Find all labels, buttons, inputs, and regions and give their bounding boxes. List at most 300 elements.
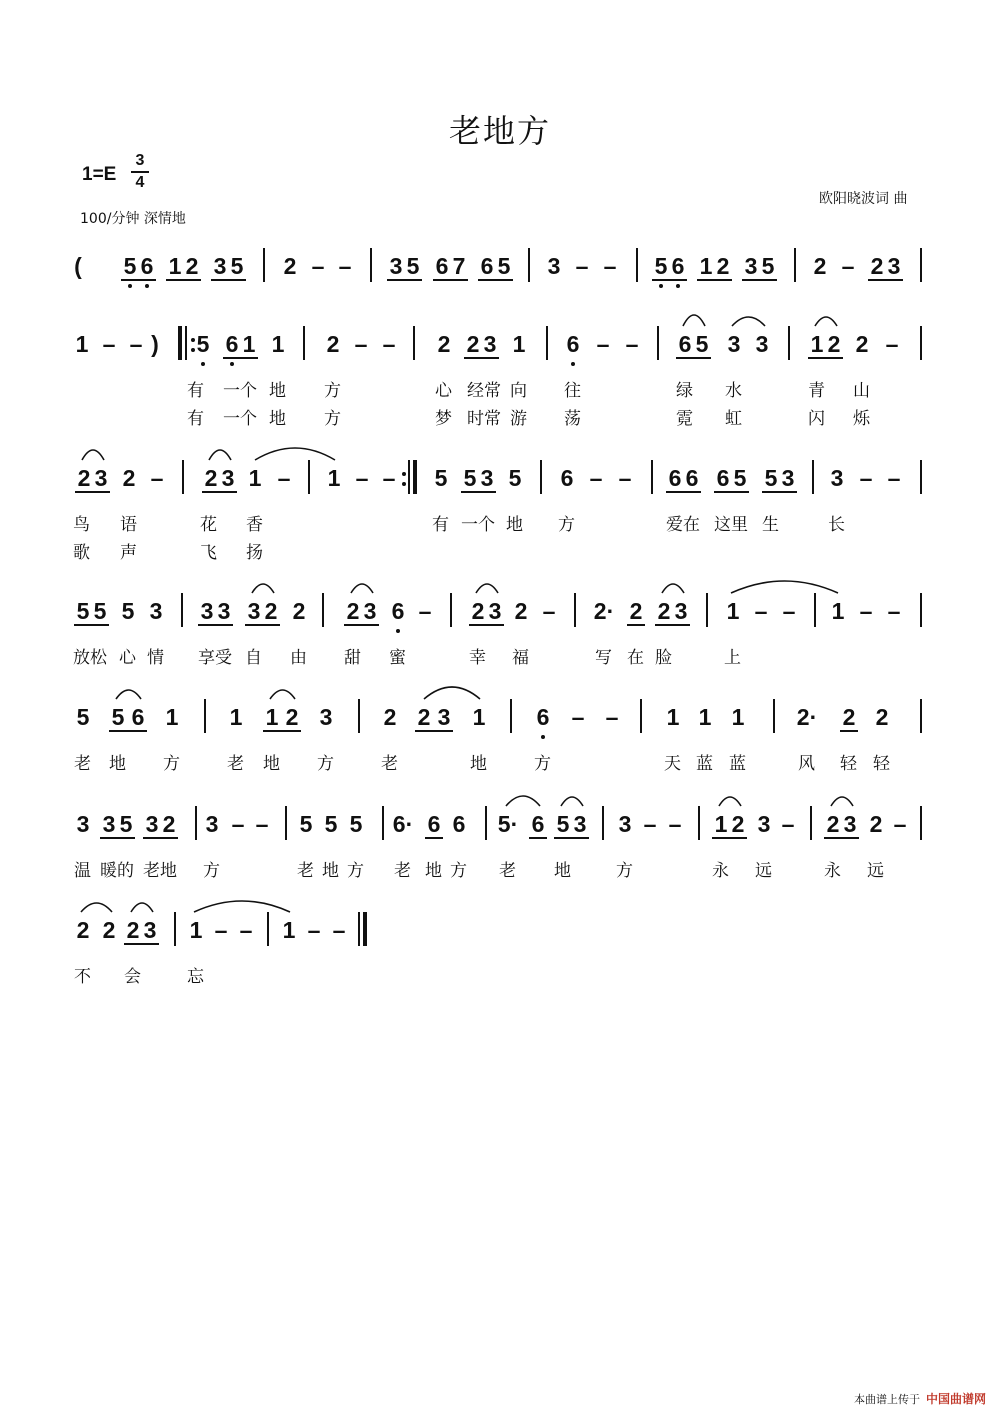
barline <box>706 593 708 627</box>
note: 3 <box>830 465 844 491</box>
slur <box>476 584 498 593</box>
lyric-syllable: 虹 <box>725 409 742 429</box>
note: 5 <box>121 598 135 624</box>
lyric-syllable: 方 <box>450 861 467 881</box>
slur <box>131 903 153 912</box>
underline-beat <box>211 279 246 281</box>
note: 6 <box>668 465 682 491</box>
note: 2 <box>437 331 451 357</box>
note: 5 <box>733 465 747 491</box>
dash-note: – <box>782 598 796 624</box>
dash-note: – <box>859 598 873 624</box>
note: 3 <box>483 331 497 357</box>
lyric-syllable: 长 <box>828 515 845 535</box>
lyric-syllable: 花 <box>200 515 217 535</box>
note: 3 <box>319 704 333 730</box>
slur <box>209 450 231 460</box>
lyric-syllable: 脸 <box>655 648 672 668</box>
note: 5 <box>654 253 668 279</box>
note: 6· <box>392 811 414 837</box>
barline <box>651 460 653 494</box>
lyric-syllable: 在 <box>627 648 644 668</box>
dash-note: – <box>571 704 585 730</box>
barline-thin <box>358 912 360 946</box>
lyric-syllable: 不 <box>74 967 91 987</box>
dash-note: – <box>354 331 368 357</box>
note: 6 <box>452 811 466 837</box>
note: 1 <box>242 331 256 357</box>
dash-note: – <box>332 917 346 943</box>
lyric-syllable: 老 <box>499 861 516 881</box>
barline <box>636 248 638 282</box>
note: 6 <box>391 598 405 624</box>
dash-note: – <box>596 331 610 357</box>
dash-note: – <box>885 331 899 357</box>
note: 3 <box>757 811 771 837</box>
underline-beat <box>344 624 379 626</box>
note: 3 <box>221 465 235 491</box>
underline-beat <box>697 279 732 281</box>
underline-beat <box>100 837 135 839</box>
underline-beat <box>714 491 749 493</box>
note: 2 <box>185 253 199 279</box>
repeat-barline <box>413 460 417 494</box>
note: 5 <box>196 331 210 357</box>
low-octave-dot <box>396 629 400 633</box>
dash-note: – <box>355 465 369 491</box>
note: 1 <box>512 331 526 357</box>
barline <box>698 806 700 840</box>
barline <box>920 460 922 494</box>
barline <box>303 326 305 360</box>
note: ) <box>151 331 159 357</box>
note: 3 <box>363 598 377 624</box>
lyric-syllable: 烁 <box>853 409 870 429</box>
lyric-syllable: 地 <box>554 861 571 881</box>
underline-beat <box>808 357 843 359</box>
note: 3 <box>205 811 219 837</box>
dash-note: – <box>781 811 795 837</box>
repeat-dot <box>402 482 406 486</box>
lyric-syllable: 向 <box>510 381 527 401</box>
lyric-syllable: 鸟 <box>73 515 90 535</box>
lyric-syllable: 远 <box>755 861 772 881</box>
lyric-syllable: 轻 <box>840 754 857 774</box>
note: 3 <box>94 465 108 491</box>
note: 5 <box>324 811 338 837</box>
slur <box>252 584 274 593</box>
lyric-syllable: 天 <box>664 754 681 774</box>
underline-beat <box>433 279 468 281</box>
note: 3 <box>437 704 451 730</box>
lyric-syllable: 心 <box>119 648 136 668</box>
slur <box>561 797 583 806</box>
note: 6 <box>480 253 494 279</box>
note: 2 <box>417 704 431 730</box>
dash-note: – <box>605 704 619 730</box>
note: 5 <box>761 253 775 279</box>
credit-line: 欧阳晓波词 曲 <box>819 191 908 207</box>
low-octave-dot <box>676 284 680 288</box>
note: 3 <box>217 598 231 624</box>
slur <box>116 690 141 699</box>
low-octave-dot <box>201 362 205 366</box>
note: 6 <box>531 811 545 837</box>
low-octave-dot <box>659 284 663 288</box>
lyric-syllable: 梦 <box>435 409 452 429</box>
song-title: 老地方 <box>448 112 551 150</box>
dash-note: – <box>841 253 855 279</box>
barline <box>920 326 922 360</box>
note: 3 <box>102 811 116 837</box>
lyric-syllable: 一个 <box>223 409 257 429</box>
barline <box>657 326 659 360</box>
slur <box>662 584 684 593</box>
underline-beat <box>666 491 701 493</box>
footer <box>854 1390 986 1407</box>
lyric-syllable: 老 <box>74 754 91 774</box>
slur <box>732 317 765 326</box>
note: 6 <box>536 704 550 730</box>
lyric-syllable: 方 <box>558 515 575 535</box>
note: 7 <box>452 253 466 279</box>
dash-note: – <box>129 331 143 357</box>
lyric-syllable: 游 <box>510 409 527 429</box>
note: 3 <box>727 331 741 357</box>
lyric-syllable: 爱在 <box>666 515 700 535</box>
note: 5 <box>230 253 244 279</box>
note: 5· <box>497 811 519 837</box>
note: 2 <box>514 598 528 624</box>
note: 3 <box>755 331 769 357</box>
underline-beat <box>223 357 258 359</box>
note: 1 <box>168 253 182 279</box>
lyric-syllable: 有 <box>187 381 204 401</box>
underline-beat <box>124 943 159 945</box>
low-octave-dot <box>541 735 545 739</box>
lyric-syllable: 地 <box>506 515 523 535</box>
lyric-syllable: 有 <box>432 515 449 535</box>
lyric-syllable: 时常 <box>467 409 501 429</box>
note: 5 <box>556 811 570 837</box>
note: 3 <box>618 811 632 837</box>
lyric-syllable: 山 <box>853 381 870 401</box>
slur <box>731 581 838 593</box>
note: 2 <box>204 465 218 491</box>
lyric-syllable: 永 <box>824 861 841 881</box>
dash-note: – <box>542 598 556 624</box>
note: 2 <box>716 253 730 279</box>
dash-note: – <box>893 811 907 837</box>
note: 3 <box>480 465 494 491</box>
dash-note: – <box>668 811 682 837</box>
barline <box>602 806 604 840</box>
underline-beat <box>652 279 687 281</box>
lyric-syllable: 由 <box>290 648 307 668</box>
note: 2· <box>593 598 615 624</box>
note: 1 <box>75 331 89 357</box>
barline <box>195 806 197 840</box>
note: 5 <box>406 253 420 279</box>
note: 1 <box>165 704 179 730</box>
note: 2 <box>870 253 884 279</box>
underline-beat <box>464 357 499 359</box>
note: 3 <box>213 253 227 279</box>
slur <box>815 317 837 326</box>
slur <box>831 797 853 806</box>
note: 3 <box>149 598 163 624</box>
barline <box>308 460 310 494</box>
note: 6 <box>435 253 449 279</box>
lyric-syllable: 这里 <box>714 515 748 535</box>
underline-beat <box>742 279 777 281</box>
note: 2 <box>471 598 485 624</box>
lyric-syllable: 蓝 <box>729 754 746 774</box>
barline <box>794 248 796 282</box>
dash-note: – <box>277 465 291 491</box>
note: 1 <box>271 331 285 357</box>
lyric-syllable: 往 <box>564 381 581 401</box>
note: 5 <box>119 811 133 837</box>
note: 5 <box>123 253 137 279</box>
lyric-syllable: 方 <box>324 409 341 429</box>
note: 5 <box>76 704 90 730</box>
lyric-syllable: 飞 <box>200 543 217 563</box>
dash-note: – <box>887 465 901 491</box>
time-fraction-bar <box>131 171 149 173</box>
note: 6 <box>427 811 441 837</box>
lyric-syllable: 自 <box>245 648 262 668</box>
underline-beat <box>75 491 110 493</box>
lyric-syllable: 地 <box>470 754 487 774</box>
note: 3 <box>674 598 688 624</box>
barline <box>540 460 542 494</box>
note: 2 <box>731 811 745 837</box>
lyric-syllable: 温 <box>74 861 91 881</box>
slur <box>351 584 373 593</box>
lyric-syllable: 语 <box>120 515 137 535</box>
dash-note: – <box>311 253 325 279</box>
underline-beat <box>387 279 422 281</box>
note: 1 <box>831 598 845 624</box>
note: 6 <box>131 704 145 730</box>
slur <box>683 315 705 326</box>
dash-note: – <box>338 253 352 279</box>
barline <box>810 806 812 840</box>
barline <box>267 912 269 946</box>
barline <box>528 248 530 282</box>
final-barline <box>363 912 367 946</box>
barline <box>510 699 512 733</box>
note: 5 <box>434 465 448 491</box>
underline-beat <box>655 624 690 626</box>
note: 2 <box>283 253 297 279</box>
slur <box>82 450 104 460</box>
low-octave-dot <box>230 362 234 366</box>
note: 1 <box>714 811 728 837</box>
note: 2 <box>292 598 306 624</box>
dash-note: – <box>239 917 253 943</box>
lyric-syllable: 地 <box>269 409 286 429</box>
dash-note: – <box>214 917 228 943</box>
lyric-syllable: 老地 <box>143 861 177 881</box>
note: 2 <box>869 811 883 837</box>
note: 1 <box>327 465 341 491</box>
underline-beat <box>415 730 453 732</box>
dash-note: – <box>625 331 639 357</box>
barline <box>370 248 372 282</box>
note: 1 <box>731 704 745 730</box>
lyric-syllable: 老 <box>394 861 411 881</box>
barline <box>812 460 814 494</box>
lyric-syllable: 扬 <box>246 543 263 563</box>
note: 1 <box>248 465 262 491</box>
low-octave-dot <box>128 284 132 288</box>
note: 6 <box>560 465 574 491</box>
lyric-syllable: 享受 <box>198 648 232 668</box>
lyric-syllable: 甜 <box>344 648 361 668</box>
dash-note: – <box>859 465 873 491</box>
note: 3 <box>573 811 587 837</box>
underline-beat <box>554 837 589 839</box>
lyric-syllable: 放松 <box>73 648 107 668</box>
dash-note: – <box>307 917 321 943</box>
lyric-syllable: 轻 <box>873 754 890 774</box>
lyric-syllable: 生 <box>762 515 779 535</box>
lyric-syllable: 方 <box>616 861 633 881</box>
barline <box>920 593 922 627</box>
note: 2 <box>827 331 841 357</box>
barline <box>814 593 816 627</box>
barline-thin <box>408 460 410 494</box>
underline-beat <box>198 624 233 626</box>
barline <box>263 248 265 282</box>
note: 3 <box>389 253 403 279</box>
slur <box>81 903 112 912</box>
note: 2 <box>826 811 840 837</box>
barline <box>920 248 922 282</box>
tempo-marking: 100/分钟 深情地 <box>80 211 186 227</box>
note: 1 <box>282 917 296 943</box>
barline <box>485 806 487 840</box>
lyric-syllable: 地 <box>425 861 442 881</box>
lyric-syllable: 心 <box>435 381 452 401</box>
key-signature: 1=E <box>82 164 117 185</box>
note: 2 <box>285 704 299 730</box>
dash-note: – <box>102 331 116 357</box>
note: 2 <box>326 331 340 357</box>
note: 2 <box>126 917 140 943</box>
lyric-syllable: 蜜 <box>389 648 406 668</box>
slur <box>194 901 290 912</box>
lyric-syllable: 一个 <box>461 515 495 535</box>
lyric-syllable: 幸 <box>469 648 486 668</box>
low-octave-dot <box>145 284 149 288</box>
note: 3 <box>76 811 90 837</box>
lyric-syllable: 方 <box>534 754 551 774</box>
lyric-syllable: 香 <box>246 515 263 535</box>
note: 6 <box>140 253 154 279</box>
note: 6 <box>671 253 685 279</box>
dash-note: – <box>589 465 603 491</box>
barline <box>204 699 206 733</box>
lyric-syllable: 闪 <box>808 409 825 429</box>
underline-beat <box>109 730 147 732</box>
underline-beat <box>461 491 496 493</box>
underline-beat <box>868 279 903 281</box>
note: 3 <box>547 253 561 279</box>
note: 2 <box>842 704 856 730</box>
time-numerator: 3 <box>135 152 145 169</box>
lyric-syllable: 地 <box>109 754 126 774</box>
note: 3 <box>781 465 795 491</box>
repeat-barline <box>178 326 182 360</box>
note: 6 <box>716 465 730 491</box>
note: 5 <box>497 253 511 279</box>
barline <box>358 699 360 733</box>
underline-beat <box>762 491 797 493</box>
barline <box>640 699 642 733</box>
note: 5 <box>93 598 107 624</box>
note: 1 <box>810 331 824 357</box>
note: 2 <box>813 253 827 279</box>
underline-beat <box>478 279 513 281</box>
lyric-syllable: 荡 <box>564 409 581 429</box>
note: 5 <box>764 465 778 491</box>
note: 6 <box>225 331 239 357</box>
lyric-syllable: 老 <box>297 861 314 881</box>
underline-beat <box>143 837 178 839</box>
lyric-syllable: 方 <box>163 754 180 774</box>
dash-note: – <box>382 331 396 357</box>
note: 2 <box>162 811 176 837</box>
note: 5 <box>508 465 522 491</box>
barline <box>322 593 324 627</box>
lyric-syllable: 老 <box>381 754 398 774</box>
low-octave-dot <box>571 362 575 366</box>
underline-beat <box>712 837 747 839</box>
footer-text: 本曲谱上传于 <box>853 1392 920 1406</box>
barline <box>382 806 384 840</box>
note: 1 <box>699 253 713 279</box>
note: 6 <box>566 331 580 357</box>
lyric-syllable: 暖的 <box>100 861 134 881</box>
underline-beat <box>676 357 711 359</box>
lyric-syllable: 会 <box>124 967 141 987</box>
dash-note: – <box>643 811 657 837</box>
dash-note: – <box>231 811 245 837</box>
note: 5 <box>695 331 709 357</box>
note: 1 <box>472 704 486 730</box>
lyric-syllable: 蓝 <box>696 754 713 774</box>
note: 6 <box>678 331 692 357</box>
note: 5 <box>111 704 125 730</box>
slur <box>255 448 335 460</box>
lyric-syllable: 一个 <box>223 381 257 401</box>
barline <box>920 699 922 733</box>
barline <box>788 326 790 360</box>
note: 5 <box>463 465 477 491</box>
dash-note: – <box>603 253 617 279</box>
underline-beat <box>245 624 280 626</box>
note: 1 <box>666 704 680 730</box>
note: 2 <box>629 598 643 624</box>
note: 3 <box>247 598 261 624</box>
lyric-syllable: 风 <box>798 754 815 774</box>
repeat-dot <box>191 348 195 352</box>
note: 3 <box>145 811 159 837</box>
slur <box>270 690 295 699</box>
